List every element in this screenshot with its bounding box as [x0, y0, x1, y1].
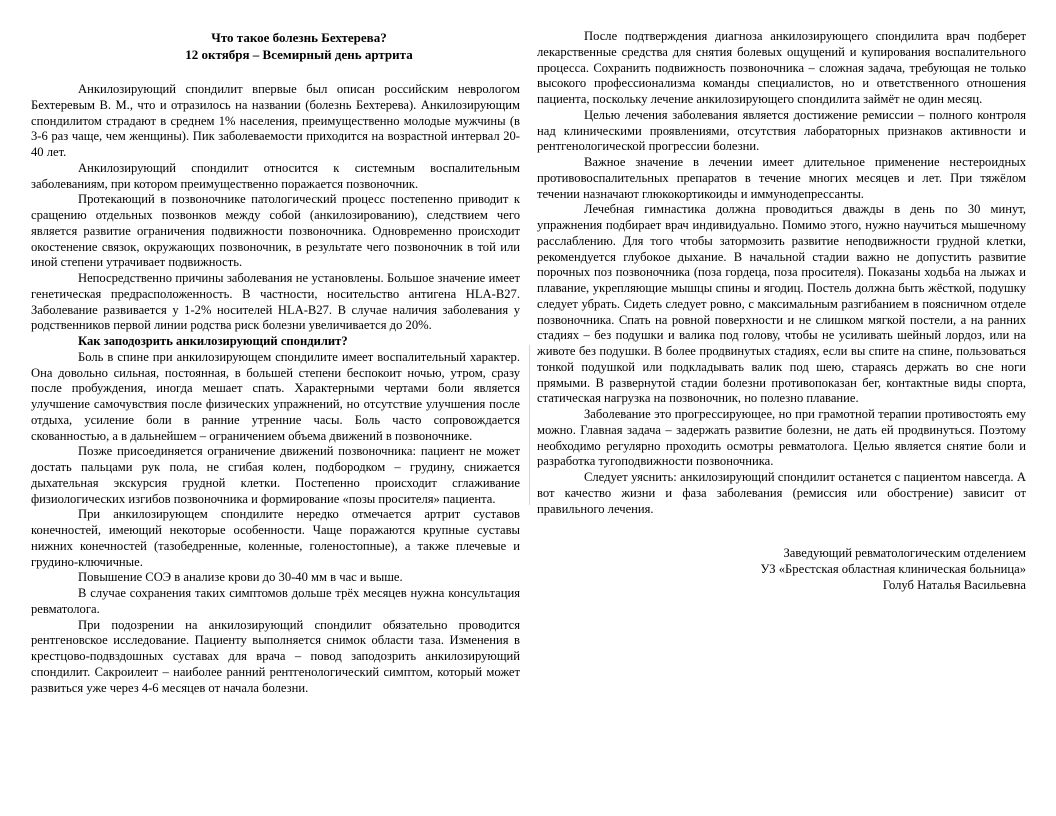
- page-fold-line: [529, 345, 530, 505]
- paragraph: Протекающий в позвоночнике патологический процесс постепенно приводит к сращению отдельных позвонков между собой (анкилозированию), следствием чего является развитие ограничения подвижности позвоночника. Одновременно происходит окостенение связок, окружающих позвоночник, в результате чего позвоночник в той или иной степени утрачивает подвижность.: [31, 192, 520, 270]
- paragraph: Позже присоединяется ограничение движений позвоночника: пациент не может достать пальцами рук пола, не сгибая колен, подбородком – грудину, снижается дыхательная экскурсия грудной клетки. Постепенно происходит сглаживание физиологических изгибов позвоночника и формирование «позы просителя» пациента.: [31, 444, 520, 506]
- signature-spacer: [537, 517, 1026, 546]
- document-title: Что такое болезнь Бехтерева?: [211, 30, 387, 45]
- paragraph: При анкилозирующем спондилите нередко отмечается артрит суставов конечностей, имеющий некоторые особенности. Чаще поражаются крупные суставы нижних конечностей (тазобедренные, коленные, голеностопные), а также плечевые и грудино-ключичные.: [31, 507, 520, 569]
- paragraph: Заболевание это прогрессирующее, но при грамотной терапии противостоять ему можно. Главная задача – задержать развитие болезни, не дать ей продвинуться. Поэтому необходимо регулярно проходить осмотры ревматолога. Целью является снятие боли и разработка тугоподвижности позвоночника.: [537, 407, 1026, 469]
- signature-position: Заведующий ревматологическим отделением: [783, 546, 1026, 561]
- paragraph: После подтверждения диагноза анкилозирующего спондилита врач подберет лекарственные средства для снятия болевых ощущений и купирования воспалительного процесса. Сохранить подвижность позвоночника – сложная задача, требующая не только высокого профессионализма команды специалистов, но и ответственного отношения пациента, поскольку лечение анкилозирующего спондилита займёт не один месяц.: [537, 29, 1026, 106]
- document-subtitle: 12 октября – Всемирный день артрита: [185, 47, 413, 62]
- left-column: [31, 29, 520, 696]
- signature-organization: УЗ «Брестская областная клиническая больница»: [760, 562, 1026, 576]
- paragraph: Важное значение в лечении имеет длительное применение нестероидных противовоспалительных препаратов в течение многих месяцев и лет. При тяжёлом течении назначают глюкокортикоиды и иммунодепрессанты.: [537, 155, 1026, 201]
- paragraph: Анкилозирующий спондилит относится к системным воспалительным заболеваниям, при котором преимущественно поражается позвоночник.: [31, 160, 520, 191]
- paragraph: Лечебная гимнастика должна проводиться дважды в день по 30 минут, упражнения подбирает врач индивидуально. Помимо этого, нужно научиться мышечному расслаблению. Для того чтобы затормозить развитие неподвижности грудной клетки, рекомендуется глубокое дыхание. В начальной стадии важно не допустить развитие порочных поз позвоночника (поза гордеца, поза просителя). Показаны ходьба на лыжах и плавание, укрепляющие мышцы спины и ягодиц. Постель должна быть жёсткой, подушку следует убрать. Сидеть следует ровно, с максимальным разгибанием в поясничном отделе позвоночника. Спать на ровной поверхности и не слишком мягкой постели, а на ранних стадиях – без подушки и валика под голову, чтобы не усиливать шейный лордоз, или на животе без подушки. В более продвинутых стадиях, если вы спите на спине, пользоваться тонкой подушкой или подкладывать валик под шею, стараясь держать во сне ноги прямыми. В развернутой стадии болезни противопоказан бег, контактные виды спорта, статическая нагрузка на позвоночник, но полезно плавание.: [537, 202, 1026, 406]
- right-column: [537, 29, 1026, 594]
- paragraph: Повышение СОЭ в анализе крови до 30-40 мм в час и выше.: [78, 570, 403, 585]
- signature-name: Голуб Наталья Васильевна: [882, 577, 1026, 592]
- paragraph: Непосредственно причины заболевания не установлены. Большое значение имеет генетическая предрасположенность. В частности, носительство антигена HLA-B27. Заболевание развивается у 1-2% носителей HLA-B27. В случае наличия заболевания у родственников первой линии родства риск болезни увеличивается до 20%.: [31, 271, 520, 333]
- signature-block: [537, 546, 1026, 593]
- title-spacer: [31, 63, 520, 82]
- paragraph: Боль в спине при анкилозирующем спондилите имеет воспалительный характер. Она довольно сильная, постоянная, в большей степени беспокоит ночью, утром, сразу после пробуждения, иногда мешает спать. Характерными чертами боли является улучшение самочувствия после физических упражнений, но отсутствие улучшения после отдыха, усиление боли в ранние утренние часы. Боль часто сопровождается скованностью, а в дальнейшем – ограничением объема движений в позвоночнике.: [31, 349, 520, 443]
- paragraph: Следует уяснить: анкилозирующий спондилит останется с пациентом навсегда. А вот качество жизни и фаза заболевания (ремиссия или обострение) зависит от правильного лечения.: [537, 470, 1026, 516]
- paragraph: При подозрении на анкилозирующий спондилит обязательно проводится рентгеновское исследование. Пациенту выполняется снимок области таза. Изменения в крестцово-подвздошных суставах для врача – повод заподозрить анкилозирующий спондилит. Сакроилеит – наиболее ранний рентгенологический симптом, который может развиться уже через 4-6 месяцев от начала болезни.: [31, 617, 520, 695]
- paragraph: Целью лечения заболевания является достижение ремиссии – полного контроля над клиническими проявлениями, отсутствия лабораторных признаков активности и рентгенологической прогрессии болезни.: [537, 107, 1026, 154]
- paragraph: В случае сохранения таких симптомов дольше трёх месяцев нужна консультация ревматолога.: [31, 586, 520, 616]
- section-heading: Как заподозрить анкилозирующий спондилит?: [78, 334, 348, 348]
- paragraph: Анкилозирующий спондилит впервые был описан российским неврологом Бехтеревым В. М., что и отразилось на названии (болезнь Бехтерева). Анкилозирующим спондилитом страдают в среднем 1% населения, преимущественно молодые мужчины (в 3-6 раз чаще, чем женщины). Пик заболеваемости приходится на возрастной интервал 20-40 лет.: [31, 82, 520, 159]
